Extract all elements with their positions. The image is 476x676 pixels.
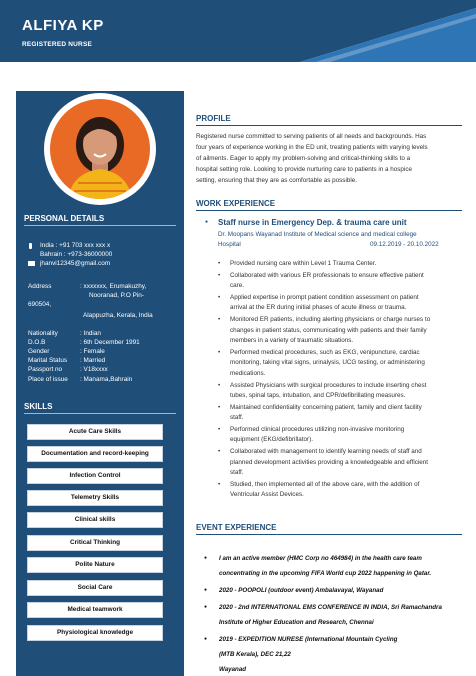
work-bullet-line: Ventricular Assist Devices. [230, 491, 304, 499]
skill-item: Social Care [27, 580, 163, 596]
job-bullet: ● [205, 219, 209, 225]
work-bullet-line: medications. [230, 369, 266, 377]
address-line-4: Alappuzha, Kerala, India [83, 312, 153, 319]
profile-rule [196, 125, 462, 126]
event-heading: EVENT EXPERIENCE [196, 523, 277, 532]
work-bullet-line: Performed medical procedures, such as EKG, venipuncture, cardiac [230, 348, 420, 356]
skill-item: Critical Thinking [27, 535, 163, 551]
event-rule [196, 534, 462, 535]
bullet-dot: • [218, 348, 221, 356]
work-rule [196, 210, 462, 211]
phone-icon [29, 243, 32, 249]
event-line: Wayanad [219, 666, 247, 673]
profile-heading: PROFILE [196, 114, 231, 123]
skill-item: Acute Care Skills [27, 424, 163, 440]
detail-label: Gender [28, 348, 50, 355]
address-label: Address [28, 283, 52, 290]
skill-item: Documentation and record-keeping [27, 446, 163, 462]
profile-photo [50, 99, 150, 199]
work-bullet-line: Studied, then implemented all of the above care, with the addition of [230, 480, 420, 488]
event-line: 2019 - EXPEDITION NURESE (International Mountain Cycling [219, 636, 398, 643]
skill-item: Polite Nature [27, 557, 163, 573]
bullet-dot: • [218, 293, 221, 301]
skill-item: Clinical skills [27, 512, 163, 528]
detail-value: : Manama,Bahrain [80, 376, 133, 383]
bullet-dot: • [218, 448, 221, 456]
bullet-dot: • [218, 271, 221, 279]
profile-line: Registered nurse committed to serving patients of all needs and backgrounds. Has [196, 133, 427, 140]
detail-value: : Female [80, 348, 105, 355]
work-bullet-line: members in a variety of traumatic situations. [230, 337, 354, 345]
email-icon [28, 261, 35, 266]
work-bullet-line: equipment (EKG/defibrillator). [230, 436, 313, 444]
detail-label: Nationality [28, 330, 58, 337]
work-bullet-line: Provided nursing care within Level 1 Trauma Center. [230, 260, 377, 267]
profile-line: hospital setting role. Looking to provide nurturing care to patients in a hospice [196, 166, 412, 173]
event-bullet-dot: ● [204, 636, 208, 642]
work-bullet-line: changes in patient status, communicating with patients and their family [230, 326, 427, 334]
work-bullet-line: staff. [230, 469, 244, 477]
work-bullet-line: staff. [230, 414, 244, 422]
work-bullet-line: Collaborated with management to identify learning needs of staff and [230, 448, 422, 456]
detail-label: Marital Status [28, 357, 68, 364]
bullet-dot: • [218, 480, 221, 488]
work-bullet-line: Collaborated with various ER professionals to ensure effective patient [230, 271, 424, 279]
event-bullet-dot: ● [204, 604, 208, 610]
job-employer-line-1: Dr. Moopans Wayanad Institute of Medical science and medical college [218, 231, 417, 238]
header-banner [0, 0, 476, 62]
phone-bahrain: Bahrain : +973-36000000 [40, 251, 113, 258]
detail-label: Place of issue [28, 376, 68, 383]
job-dates: 09.12.2019 - 20.10.2022 [370, 241, 439, 248]
detail-value: : Married [80, 357, 106, 364]
address-line-3: 690504, [28, 301, 52, 308]
phone-india: India : +91 703 xxx xxx x [40, 242, 111, 249]
work-bullet-line: planned development activities providing a knowledgeable and efficient [230, 458, 429, 466]
work-bullet-line: Performed clinical procedures utilizing non-invasive monitoring [230, 425, 405, 433]
event-bullet-dot: ● [204, 587, 208, 593]
detail-value: : 6th December 1991 [80, 339, 140, 346]
bullet-dot: • [218, 425, 221, 433]
detail-label: D.O.B [28, 339, 46, 346]
work-bullet-line: Applied expertise in prompt patient condition assessment on patient [230, 293, 419, 301]
work-bullet-line: monitoring, taking vital signs, urinalysis, UCG testing, or administering [230, 359, 425, 367]
skills-heading: SKILLS [24, 402, 53, 411]
email-text: jhanvi12345@gmail.com [40, 260, 111, 267]
work-bullet-line: tubes, spinal taps, intubation, and CPR/defibrillating measures. [230, 392, 406, 399]
skill-item: Medical teamwork [27, 602, 163, 618]
work-bullet-line: Assisted Physicians with surgical procedures to include inserting chest [230, 381, 427, 389]
candidate-role: REGISTERED NURSE [22, 41, 93, 48]
profile-line: of ailments. Eager to apply my problem-solving and critical-thinking skills to a [196, 155, 411, 162]
bullet-dot: • [218, 316, 221, 324]
skill-item: Infection Control [27, 468, 163, 484]
profile-line: setting, ensuring that they are as comfortable as possible. [196, 177, 358, 184]
event-line: I am an active member (HMC Corp no 464984) in the health care team [219, 555, 422, 562]
work-bullet-line: Monitored ER patients, including alerting physicians or charge nurses to [230, 316, 431, 324]
skills-rule [24, 413, 176, 414]
address-line-2: Nooranad, P.O Pin- [89, 292, 144, 299]
job-employer-line-2: Hospital [218, 241, 241, 248]
job-title: Staff nurse in Emergency Dep. & trauma care unit [218, 218, 407, 227]
event-line: concentrating in the upcoming FIFA World cup 2022 happening in Qatar. [219, 570, 432, 577]
event-line: (MTB Kerala), DEC 21,22 [219, 651, 291, 658]
work-heading: WORK EXPERIENCE [196, 199, 276, 208]
event-line: 2020 - POOPOLI (outdoor event) Ambalavayal, Wayanad [219, 587, 384, 594]
event-bullet-dot: ● [204, 555, 208, 561]
event-line: Institute of Higher Education and Research, Chennai [219, 619, 374, 626]
personal-details-rule [24, 225, 176, 226]
work-bullet-line: arrival at the ER during initial phases of acute illness or trauma. [230, 304, 407, 312]
detail-label: Passport no [28, 366, 63, 373]
detail-value: : Indian [80, 330, 101, 337]
event-line: 2020 - 2nd INTERNATIONAL EMS CONFERENCE IN INDIA, Sri Ramachandra [219, 604, 442, 611]
skill-item: Physiological knowledge [27, 625, 163, 641]
bullet-dot: • [218, 403, 221, 411]
skill-item: Telemetry Skills [27, 490, 163, 506]
detail-value: : V18xxxx [80, 366, 108, 373]
personal-details-heading: PERSONAL DETAILS [24, 214, 105, 223]
work-bullet-line: care. [230, 282, 244, 290]
bullet-dot: • [218, 381, 221, 389]
candidate-name: ALFIYA KP [22, 17, 104, 34]
bullet-dot: • [218, 260, 221, 267]
address-line-1: : xxxxxxx, Erumakuzhy, [80, 283, 147, 290]
profile-line: four years of experience working in the ED unit, treating patients with varying levels [196, 144, 428, 151]
work-bullet-line: Maintained confidentiality concerning patient, family and client facility [230, 403, 422, 411]
